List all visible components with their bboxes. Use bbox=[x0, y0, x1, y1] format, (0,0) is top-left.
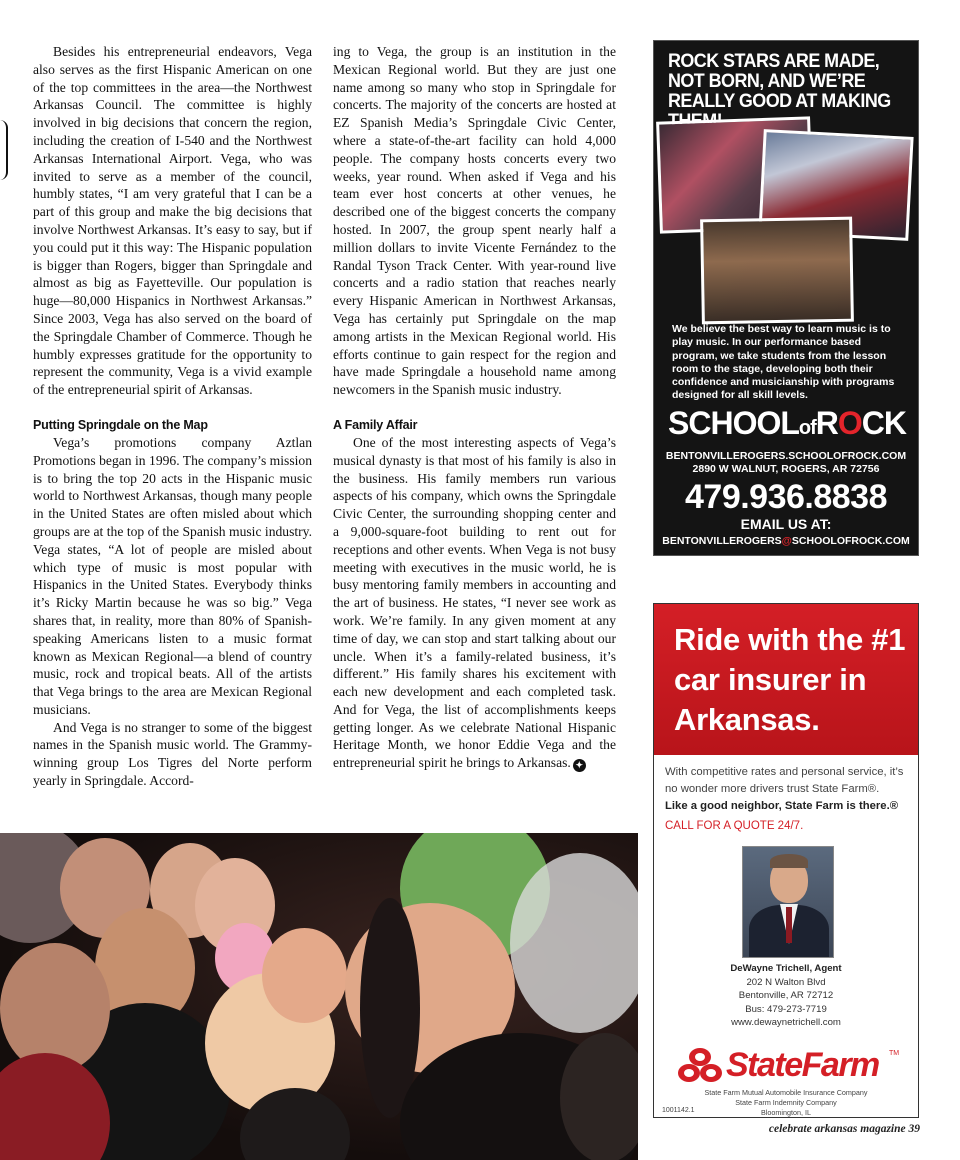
ad-call-to-action[interactable]: CALL FOR A QUOTE 24/7. bbox=[665, 820, 804, 832]
ad-website-link[interactable]: BENTONVILLEROGERS.SCHOOLOFROCK.COM bbox=[665, 450, 907, 462]
ad-tagline: Like a good neighbor, State Farm is there.® bbox=[665, 800, 899, 812]
three-ovals-icon bbox=[676, 1044, 724, 1086]
ad-headline: ROCK STARS ARE MADE, NOT BORN, AND WE’RE REALLY GOOD AT MAKING bbox=[668, 50, 891, 112]
page-folio: celebrate arkansas magazine 39 bbox=[768, 1123, 920, 1135]
ad-code: 1001142.1 bbox=[662, 1107, 695, 1114]
agent-website-link[interactable]: www.dewaynetrichell.com bbox=[731, 1017, 841, 1029]
state-farm-ad[interactable] bbox=[653, 603, 919, 1118]
section-heading: Putting Springdale on the Map bbox=[33, 417, 208, 432]
state-farm-wordmark: StateFarm bbox=[726, 1046, 879, 1084]
ad-address: 2890 W WALNUT, ROGERS, AR 72756 bbox=[692, 463, 880, 475]
ad-email-link[interactable]: BENTONVILLEROGERS@SCHOOLOFROCK.COM bbox=[662, 535, 910, 547]
ad-address-block bbox=[654, 450, 918, 476]
article-column-1 bbox=[33, 43, 312, 790]
school-of-rock-logo: SCHOOLofROCK bbox=[668, 405, 906, 441]
article-paragraph: ing to Vega, the group is an institution in the Mexican Regional world. But they are just one name among so many who stop in Springdale for concerts. The majority of the concerts are hosted at EZ Spanish Media’s Springdale Civic Center, where a state-of-the-art facility can hold 4,000 people. The company hosts concerts every two weeks, year round. When asked if Vega and his team ever host concerts at other venues, he described one of the biggest concerts the company hosted. In 2007, the group spent nearly half a million dollars to invite Vicente Fernández to the Randal Tyson Track Center. With year-round live concerts and a radio station that reaches nearly every Hispanic American in Northwest Arkansas, Vega has certainly put Springdale on the map among artists in the Mexican Regional world. His efforts continue to gain respect for the region and have made Springdale a household name among newcomers in the Spanish music industry. bbox=[333, 44, 616, 398]
agent-city: Bentonville, AR 72712 bbox=[738, 990, 834, 1002]
article-paragraph: And Vega is no stranger to some of the biggest names in the Spanish music world. The Grammy-winning group Los Tigres del Norte perform yearly in Springdale. Accord- bbox=[33, 719, 312, 789]
ad-fine-print: State Farm Mutual Automobile Insurance Company State Farm Indemnity Company Bloomington, IL bbox=[704, 1088, 868, 1117]
agent-street: 202 N Walton Blvd bbox=[746, 976, 826, 988]
ad-copy-text: With competitive rates and personal service, it’s no wonder more drivers trust State Farm®. bbox=[665, 766, 904, 795]
agent-contact-block bbox=[654, 962, 918, 1030]
trademark-mark: TM bbox=[889, 1050, 900, 1057]
article-paragraph: Vega’s promotions company Aztlan Promotions began in 1996. The company’s mission is to bring the top 20 acts in the Hispanic music world to Northwest Arkansas, though many people in the United States are often misled about which groups are at the top of the Spanish music industry. Vega states, “A lot of people are misled about which type of music is most popular with Hispanics in the United States. Everybody thinks it’s Ricky Martin because he was so big.” Vega shares that, in reality, more than 80% of Spanish-speaking Americans listen to a music format known as Mexican Regional—a blend of country music, rock and tropical beats. All of the artists that Vega brings to the area are Mexican Regional musicians. bbox=[33, 434, 312, 717]
ad-phone-number[interactable]: 479.936.8838 bbox=[685, 478, 887, 516]
article-paragraph bbox=[333, 434, 616, 772]
school-of-rock-ad[interactable] bbox=[653, 40, 919, 556]
article-paragraph-text: One of the most interesting aspects of Vega’s musical dynasty is that most of his family is also in the business. His family members run various aspects of his company, which owns the Springdale Civic Center, the surrounding shopping center and a 9,000-square-foot building to rent out for receptions and other events. When Vega is not busy meeting with executives in the music world, he is busy mentoring family members in accounting and the art of business. He states, “I never see work as work. We’re family. In any given moment at any time of day, we can stop and start talking about our uncle. When it’s a family-related business, it’s different.” His family shares his excitement with each new development and each completed task. And for Vega, the list of accomplishments keeps getting longer. As we celebrate National Hispanic Heritage Month, we honor Eddie Vega and the entrepreneurial spirit he brings to Arkansas. bbox=[333, 434, 616, 771]
end-of-story-icon: ✦ bbox=[573, 759, 586, 772]
agent-phone[interactable]: Bus: 479-273-7719 bbox=[745, 1003, 827, 1015]
state-farm-logo bbox=[676, 1044, 906, 1086]
article-paragraph: Besides his entrepreneurial endeavors, Vega also serves as the first Hispanic American on one of the top committees in the area—the Northwest Arkansas Council. The committee is highly involved in big decisions that concern the region, including the creation of I-540 and the Northwest Arkansas International Airport. Vega, who was invited to serve as a member of the council, humbly states, “I am very grateful that I can be a part of this group and make the big decisions that involve Northwest Arkansas. It’s easy to say, but if you could put it this way: The Hispanic population is bigger than Rogers, bigger than Springdale and almost as big as Fayetteville. Our population is huge—80,000 Hispanics in Northwest Arkansas.” Since 2003, Vega has also served on the board of the Springdale Chamber of Commerce. Though he humbly expresses gratitude for the opportunity to represent the community, Vega is a vivid example of the entrepreneurial spirit of Arkansas. bbox=[33, 44, 312, 398]
section-heading: A Family Affair bbox=[333, 417, 418, 432]
agent-name: DeWayne Trichell, Agent bbox=[730, 963, 842, 974]
ad-photo-students bbox=[700, 217, 854, 325]
page-edge-mark bbox=[0, 120, 8, 180]
ad-headline: Ride with the #1 car insurer in Arkansas. bbox=[674, 622, 906, 737]
ad-copy bbox=[665, 764, 910, 815]
agent-portrait bbox=[742, 846, 834, 958]
ad-red-banner bbox=[654, 604, 918, 755]
ad-body-text: We believe the best way to learn music is to play music. In our performance based program, we take students from the lesson room to the stage, developing both their confidence and musicianship with programs designed for all skill levels. bbox=[672, 323, 895, 402]
article-column-2 bbox=[333, 43, 616, 772]
ad-email-label: EMAIL US AT: bbox=[740, 516, 832, 532]
concert-crowd-photo bbox=[0, 833, 638, 1160]
